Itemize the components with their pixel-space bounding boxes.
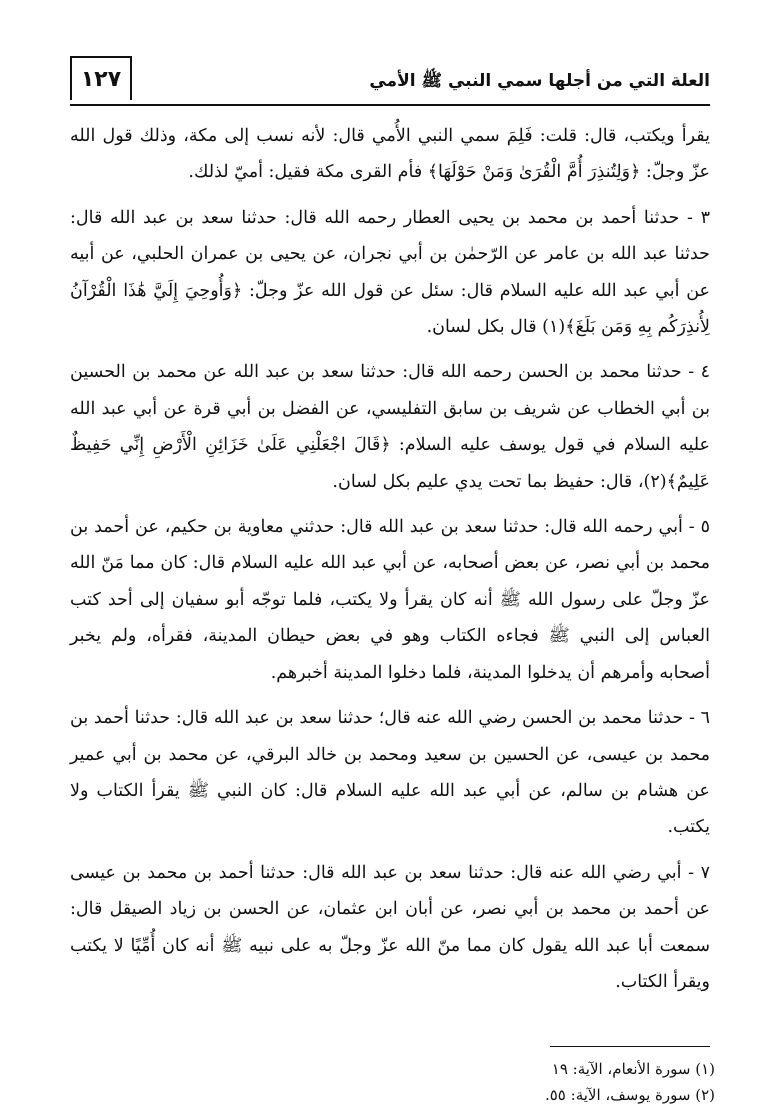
running-title: العلة التي من أجلها سمي النبي ﷺ الأمي bbox=[369, 71, 710, 91]
hadith-4: ٤ - حدثنا محمد بن الحسن رحمه الله قال: حدثنا سعد بن عبد الله عن محمد بن الحسين بن أبي الخطاب عن شريف بن سابق التفليسي، عن الفضل بن أبي قرة عن أبي عبد الله عليه السلام في قول يوسف عليه السلام: ﴿قَالَ اجْعَلْنِي عَلَىٰ خَزَائِنِ الْأَرْضِ إِنِّي حَفِيظٌ عَلِيمٌ﴾(٢)، قال: حفيظ بما تحت يدي عليم بكل لسان. bbox=[70, 362, 710, 492]
main-text bbox=[70, 118, 710, 1009]
page-number-box bbox=[70, 56, 132, 100]
hadith-5: ٥ - أبي رحمه الله قال: حدثنا سعد بن عبد الله قال: حدثني معاوية بن حكيم، عن أحمد بن محمد بن أبي نصر، عن بعض أصحابه، عن أبي عبد الله عليه السلام قال: كان مما مَنّ الله عزّ وجلّ على رسول الله ﷺ أنه كان يقرأ ولا يكتب، فلما توجّه أبو سفيان إلى أحد كتب العباس إلى النبي ﷺ فجاءه الكتاب وهو في بعض حيطان المدينة، فقرأه، ولم يخبر أصحابه وأمرهم أن يدخلوا المدينة، فلما دخلوا المدينة أخبرهم. bbox=[70, 517, 710, 683]
paragraph-continuation: يقرأ ويكتب، قال: قلت: فَلِمَ سمي النبي الأُمي قال: لأنه نسب إلى مكة، وذلك قول الله عزّ وجلّ: ﴿وَلِتُنذِرَ أُمَّ الْقُرَىٰ وَمَنْ حَوْلَهَا﴾ فأم القرى مكة فقيل: أميّ لذلك. bbox=[70, 126, 710, 183]
footnote-divider bbox=[550, 1046, 710, 1047]
footnote-1: (١) سورة الأنعام، الآية: ١٩ bbox=[551, 1060, 715, 1078]
book-page bbox=[70, 56, 715, 1104]
page-number: ١٢٧ bbox=[80, 66, 122, 92]
footnote-2: (٢) سورة يوسف، الآية: ٥٥. bbox=[544, 1086, 715, 1104]
hadith-6: ٦ - حدثنا محمد بن الحسن رضي الله عنه قال؛ حدثنا سعد بن عبد الله قال: حدثنا أحمد بن محمد بن عيسى، عن الحسين بن سعيد ومحمد بن خالد البرقي، عن محمد بن أبي عمير عن هشام بن سالم، عن أبي عبد الله عليه السلام قال: كان النبي ﷺ يقرأ الكتاب ولا يكتب. bbox=[70, 708, 710, 838]
footnotes bbox=[75, 1056, 715, 1108]
page-header bbox=[70, 56, 710, 106]
hadith-7: ٧ - أبي رضي الله عنه قال: حدثنا سعد بن عبد الله قال: حدثنا أحمد بن محمد بن عيسى عن أحمد بن محمد بن أبي نصر، عن أبان ابن عثمان، عن الحسن بن زياد الصيقل قال: سمعت أبا عبد الله يقول كان مما منّ الله عزّ وجلّ به على نبيه ﷺ أنه كان أُمِّيًا لا يكتب ويقرأ الكتاب. bbox=[70, 862, 710, 992]
hadith-3: ٣ - حدثنا أحمد بن محمد بن يحيى العطار رحمه الله قال: حدثنا سعد بن عبد الله قال: حدثنا عبد الله بن عامر عن الرّحمٰن بن أبي نجران، عن يحيى بن عمران الحلبي، عن أبيه عن أبي عبد الله عليه السلام قال: سئل عن قول الله عزّ وجلّ: ﴿وَأُوحِيَ إِلَيَّ هَٰذَا الْقُرْآنُ لِأُنذِرَكُم بِهِ وَمَن بَلَغَ﴾(١) قال بكل لسان. bbox=[70, 207, 710, 338]
